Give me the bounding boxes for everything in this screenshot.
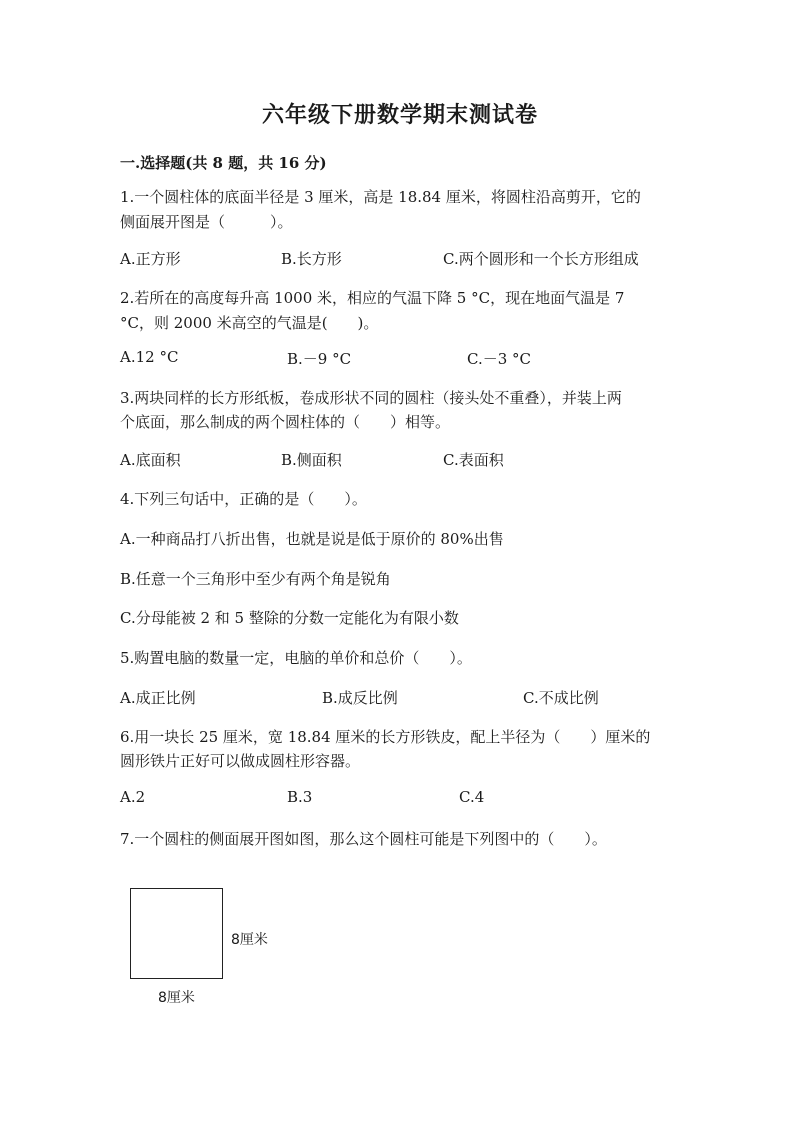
section-heading: 一.选择题(共 8 题，共 16 分) — [120, 154, 327, 172]
question-2-line-2: °C，则 2000 米高空的气温是( )。 — [120, 314, 379, 332]
question-5-option-c: C.不成比例 — [523, 689, 599, 707]
question-1-option-b: B.长方形 — [281, 250, 342, 268]
question-2-line-1: 2.若所在的高度每升高 1000 米，相应的气温下降 5 °C，现在地面气温是 7 — [120, 289, 625, 307]
question-6-line-2: 圆形铁片正好可以做成圆柱形容器。 — [120, 752, 361, 770]
question-3-option-a: A.底面积 — [120, 451, 181, 469]
question-3-option-b: B.侧面积 — [281, 451, 342, 469]
question-3-line-1: 3.两块同样的长方形纸板，卷成形状不同的圆柱（接头处不重叠），并装上两 — [120, 389, 622, 407]
unfolded-side-square — [130, 888, 223, 979]
question-4-option-c: C.分母能被 2 和 5 整除的分数一定能化为有限小数 — [120, 609, 459, 627]
question-6-option-a: A.2 — [120, 788, 146, 806]
question-3-line-2: 个底面，那么制成的两个圆柱体的（ ）相等。 — [120, 413, 451, 431]
question-2-option-c: C.－3 °C — [467, 350, 531, 368]
page-title: 六年级下册数学期末测试卷 — [261, 102, 538, 128]
question-1-option-a: A.正方形 — [120, 250, 181, 268]
question-5-option-b: B.成反比例 — [322, 689, 398, 707]
question-6-option-c: C.4 — [459, 788, 485, 806]
question-7-line-1: 7.一个圆柱的侧面展开图如图，那么这个圆柱可能是下列图中的（ ）。 — [120, 830, 607, 848]
question-5-option-a: A.成正比例 — [120, 689, 196, 707]
question-1-line-1: 1.一个圆柱体的底面半径是 3 厘米，高是 18.84 厘米，将圆柱沿高剪开，它的 — [120, 188, 641, 206]
question-4-line-1: 4.下列三句话中，正确的是（ ）。 — [120, 490, 367, 508]
question-1-option-c: C.两个圆形和一个长方形组成 — [443, 250, 639, 268]
question-6-line-1: 6.用一块长 25 厘米，宽 18.84 厘米的长方形铁皮，配上半径为（ ）厘米的 — [120, 728, 651, 746]
figure-bottom-label: 8厘米 — [158, 990, 195, 1006]
figure-side-label: 8厘米 — [231, 932, 268, 948]
question-3-option-c: C.表面积 — [443, 451, 504, 469]
question-4-option-a: A.一种商品打八折出售，也就是说是低于原价的 80%出售 — [120, 530, 504, 548]
question-2-option-a: A.12 °C — [120, 348, 179, 366]
question-6-option-b: B.3 — [287, 788, 313, 806]
question-2-option-b: B.－9 °C — [287, 350, 352, 368]
question-4-option-b: B.任意一个三角形中至少有两个角是锐角 — [120, 570, 391, 588]
question-5-line-1: 5.购置电脑的数量一定，电脑的单价和总价（ ）。 — [120, 649, 472, 667]
question-1-line-2: 侧面展开图是（ ）。 — [120, 213, 293, 231]
